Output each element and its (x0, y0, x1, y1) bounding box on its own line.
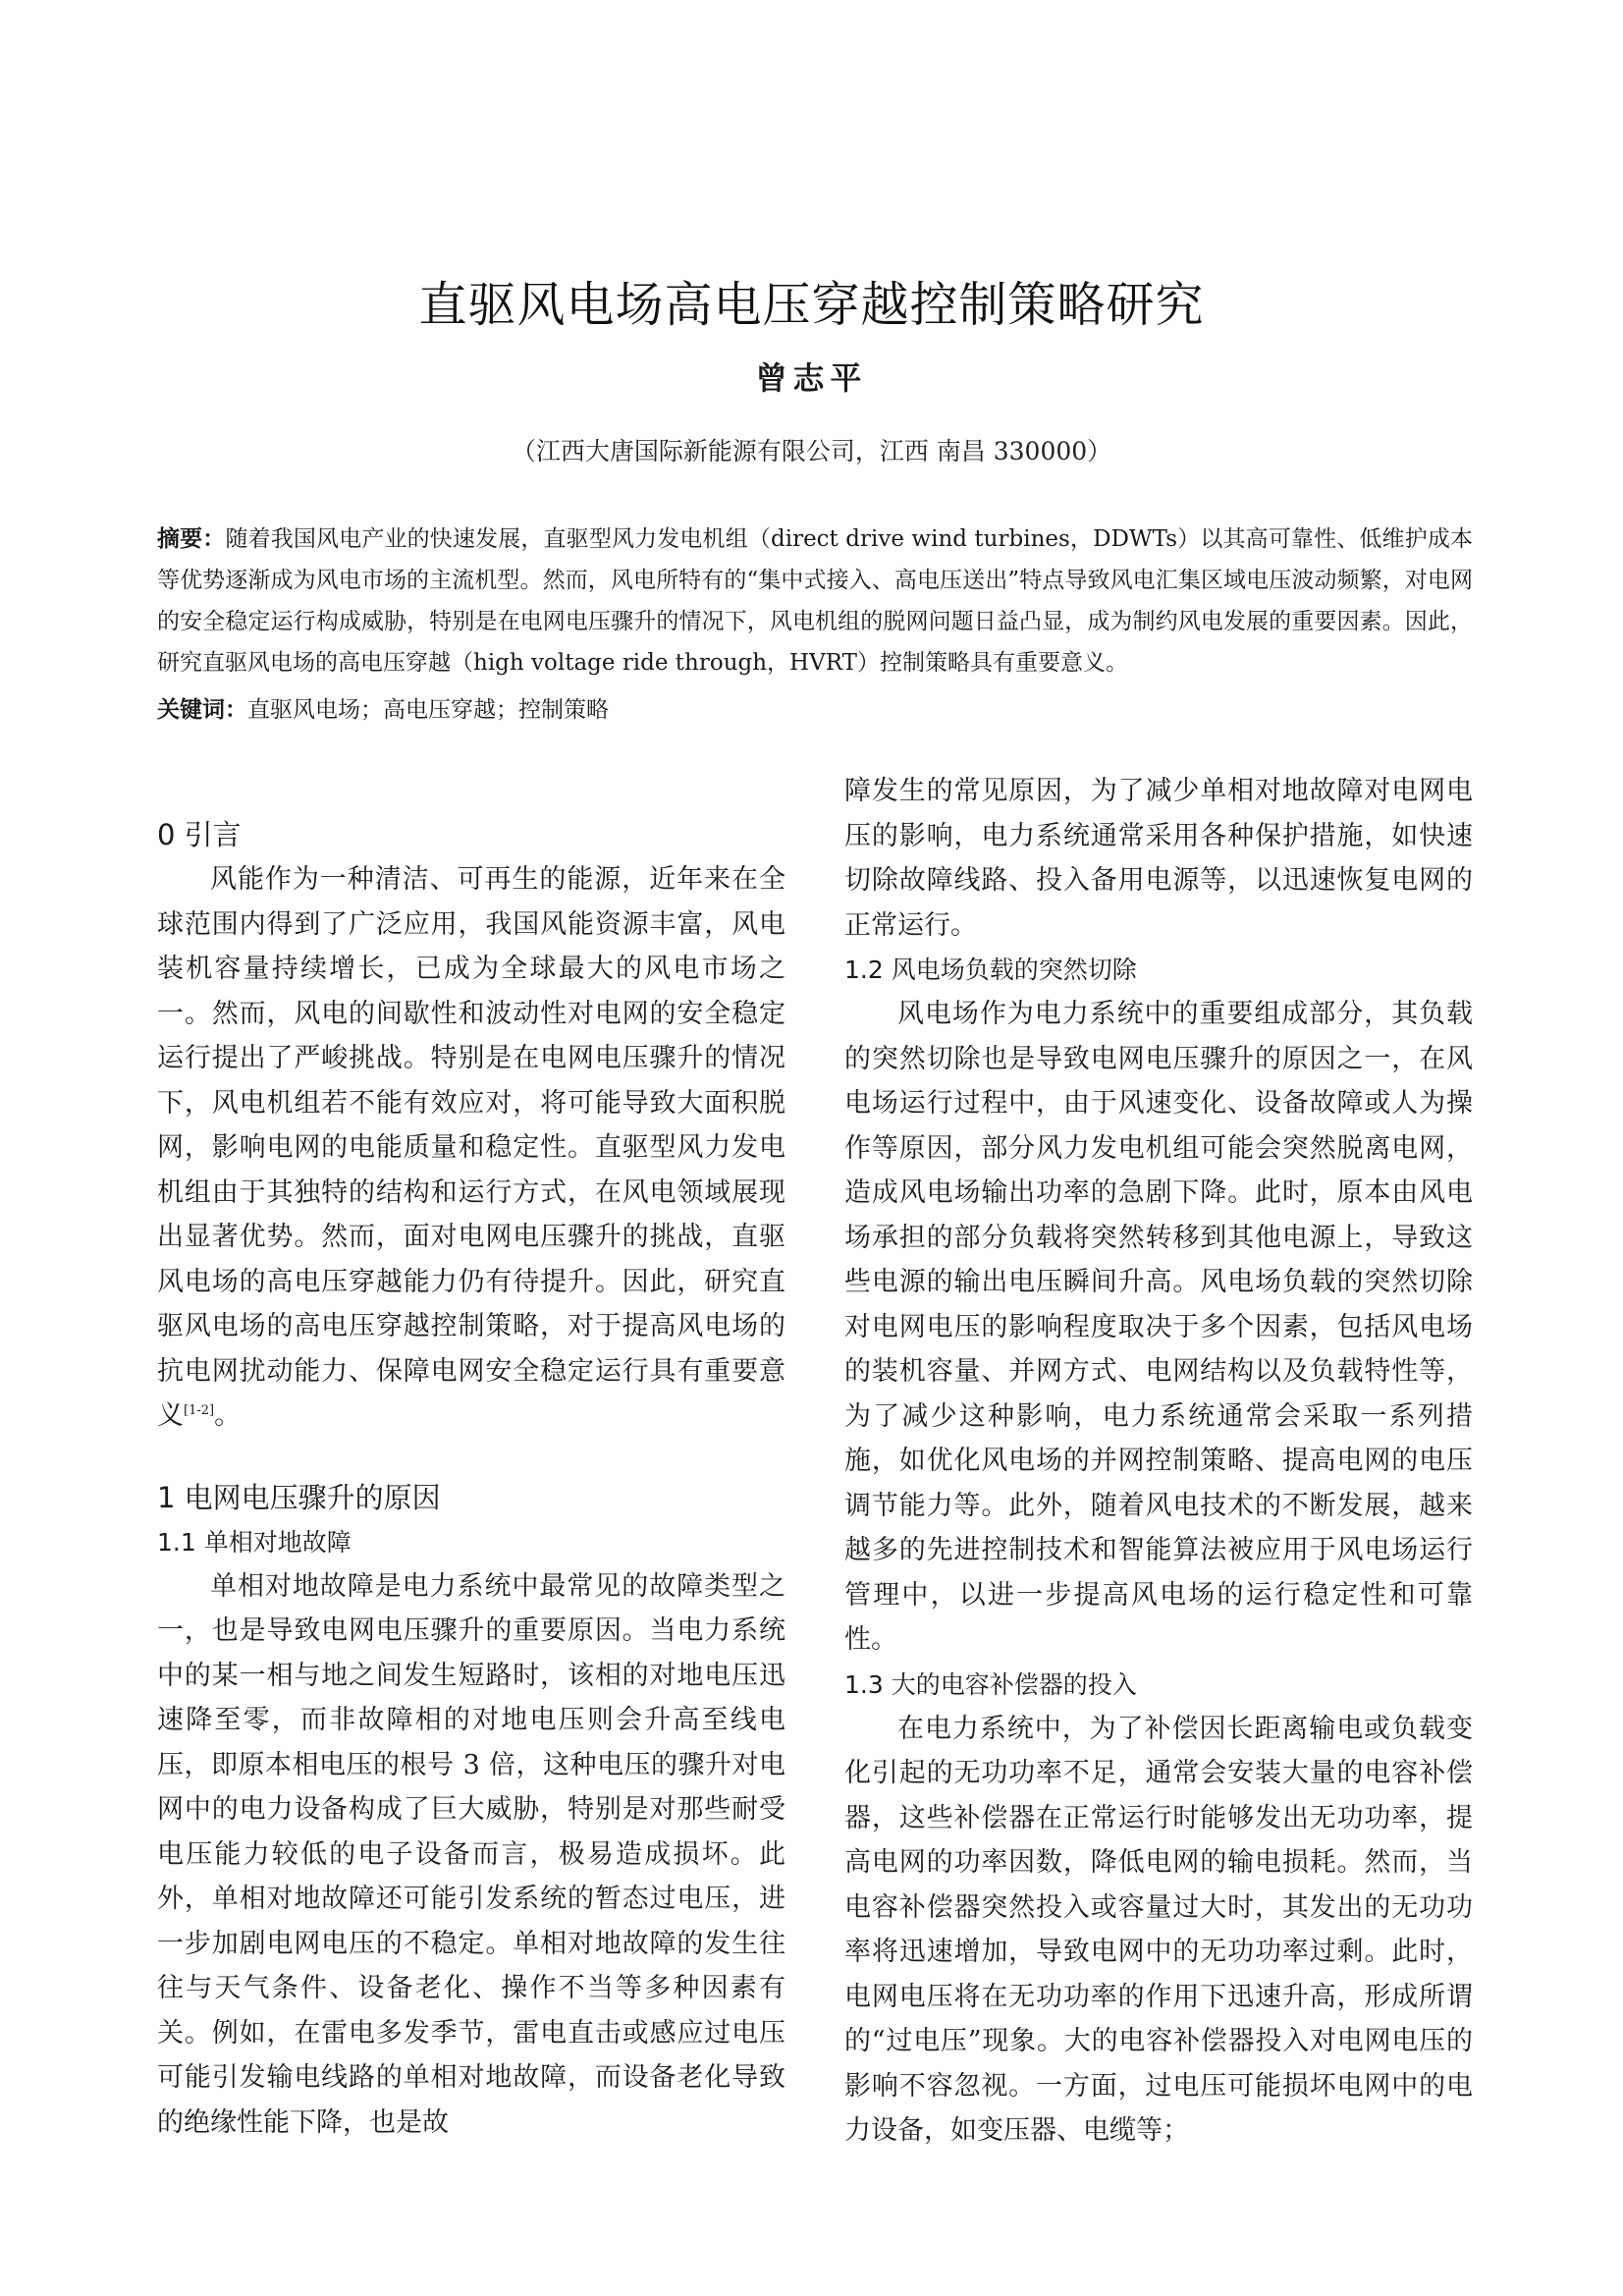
body-paragraph: 风能作为一种清洁、可再生的能源，近年来在全球范围内得到了广泛应用，我国风能资源丰富，风电装机容量持续增长，已成为全球最大的风电市场之一。然而，风电的间歇性和波动性对电网的安全稳定运行提出了严峻挑战。特别是在电网电压骤升的情况下，风电机组若不能有效应对，将可能导致大面积脱网，影响电网的电能质量和稳定性。直驱型风力发电机组由于其独特的结构和运行方式，在风电领域展现出显著优势。然而，面对电网电压骤升的挑战，直驱风电场的高电压穿越能力仍有待提升。因此，研究直驱风电场的高电压穿越控制策略，对于提高风电场的抗电网扰动能力、保障电网安全稳定运行具有重要意义[1-2]。 (157, 864, 785, 1431)
body-paragraph: 风电场作为电力系统中的重要组成部分，其负载的突然切除也是导致电网电压骤升的原因之一，在风电场运行过程中，由于风速变化、设备故障或人为操作等原因，部分风力发电机组可能会突然脱离电网，造成风电场输出功率的急剧下降。此时，原本由风电场承担的部分负载将突然转移到其他电源上，导致这些电源的输出电压瞬间升高。风电场负载的突然切除对电网电压的影响程度取决于多个因素，包括风电场的装机容量、并网方式、电网结构以及负载特性等，为了减少这种影响，电力系统通常会采取一系列措施，如优化风电场的并网控制策略、提高电网的电压调节能力等。此外，随着风电技术的不断发展，越来越多的先进控制技术和智能算法被应用于风电场运行管理中，以进一步提高风电场的运行稳定性和可靠性。 (844, 999, 1473, 1655)
paper-title: 直驱风电场高电压穿越控制策略研究 (418, 277, 1205, 333)
section-heading-introduction: 0 引言 (157, 818, 242, 851)
abstract-label: 摘要： (157, 526, 226, 552)
left-column (157, 813, 785, 2145)
body-paragraph: 单相对地故障是电力系统中最常见的故障类型之一，也是导致电网电压骤升的重要原因。当电力系统中的某一相与地之间发生短路时，该相的对地电压迅速降至零，而非故障相的对地电压则会升高至线电压，即原本相电压的根号 3 倍，这种电压的骤升对电网中的电力设备构成了巨大威胁，特别是对那些耐受电压能力较低的电子设备而言，极易造成损坏。此外，单相对地故障还可能引发系统的暂态过电压，进一步加剧电网电压的不稳定。单相对地故障的发生往往与天气条件、设备老化、操作不当等多种因素有关。例如，在雷电多发季节，雷电直击或感应过电压可能引发输电线路的单相对地故障，而设备老化导致的绝缘性能下降，也是故 (157, 1570, 785, 2138)
body-paragraph-continued: 障发生的常见原因，为了减少单相对地故障对电网电压的影响，电力系统通常采用各种保护措施，如快速切除故障线路、投入备用电源等，以迅速恢复电网的正常运行。 (844, 776, 1473, 941)
keywords-label: 关键词： (157, 697, 247, 723)
keywords (157, 689, 1473, 731)
author-name: 曾志平 (755, 359, 868, 397)
citation: [1-2] (184, 1403, 215, 1418)
affiliation: （江西大唐国际新能源有限公司，江西 南昌 330000） (511, 437, 1112, 465)
section-heading-1: 1 电网电压骤升的原因 (157, 1480, 441, 1514)
abstract (157, 519, 1473, 683)
keywords-text: 直驱风电场；高电压穿越；控制策略 (247, 697, 609, 723)
right-column (844, 769, 1473, 2154)
subsection-heading-1-3: 1.3 大的电容补偿器的投入 (844, 1669, 1137, 1699)
abstract-text: 随着我国风电产业的快速发展，直驱型风力发电机组（direct drive wind turbines，DDWTs）以其高可靠性、低维护成本等优势逐渐成为风电市场的主流机型。然而，风电所特有的“集中式接入、高电压送出”特点导致风电汇集区域电压波动频繁，对电网的安全稳定运行构成威胁，特别是在电网电压骤升的情况下，风电机组的脱网问题日益凸显，成为制约风电发展的重要因素。因此，研究直驱风电场的高电压穿越（high voltage ride through，HVRT）控制策略具有重要意义。 (157, 526, 1473, 676)
subsection-heading-1-2: 1.2 风电场负载的突然切除 (844, 956, 1137, 984)
body-paragraph: 在电力系统中，为了补偿因长距离输电或负载变化引起的无功功率不足，通常会安装大量的电容补偿器，这些补偿器在正常运行时能够发出无功功率，提高电网的功率因数，降低电网的输电损耗。然而，当电容补偿器突然投入或容量过大时，其发出的无功功率将迅速增加，导致电网中的无功功率过剩。此时，电网电压将在无功功率的作用下迅速升高，形成所谓的“过电压”现象。大的电容补偿器投入对电网电压的影响不容忽视。一方面，过电压可能损坏电网中的电力设备，如变压器、电缆等； (844, 1713, 1473, 2146)
subsection-heading-1-1: 1.1 单相对地故障 (157, 1527, 352, 1557)
